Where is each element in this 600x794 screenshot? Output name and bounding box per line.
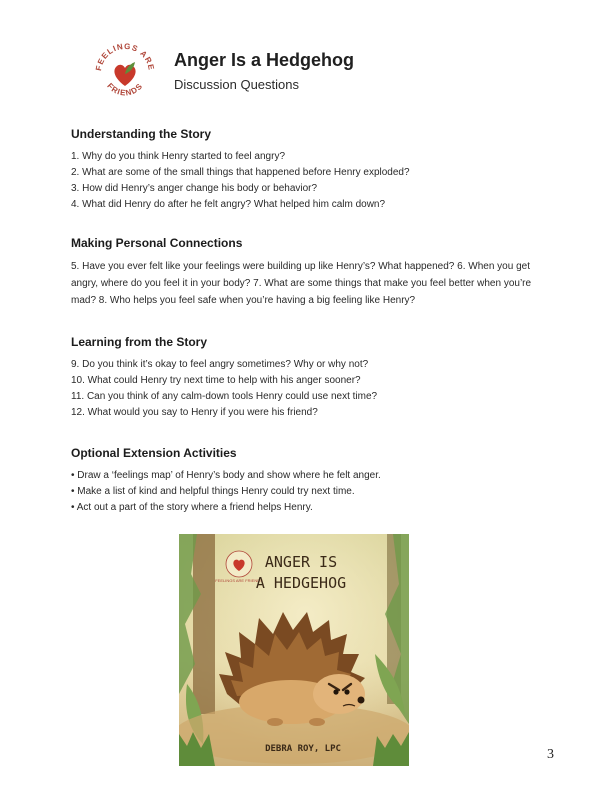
question-item: 11. Can you think of any calm-down tools Henry could use next time? [71, 391, 378, 402]
question-list [71, 149, 541, 213]
page-number: 3 [547, 747, 554, 762]
page-subtitle: Discussion Questions [174, 77, 299, 92]
section-heading: Making Personal Connections [71, 236, 243, 250]
logo-text-top: FEELINGS ARE [94, 41, 156, 72]
activity-item: • Draw a ‘feelings map’ of Henry’s body and show where he felt anger. [71, 470, 381, 481]
hedgehog-foot [309, 718, 325, 726]
hedgehog-eye [333, 689, 338, 694]
cover-title-line2: A HEDGEHOG [255, 574, 347, 592]
tree-trunk [193, 534, 215, 714]
section-optional-extension-activities [71, 446, 541, 516]
hedgehog-face [313, 674, 365, 714]
hedgehog-eye [344, 689, 349, 694]
section-heading: Optional Extension Activities [71, 446, 237, 460]
section-understanding-the-story [71, 127, 541, 213]
question-list [71, 357, 541, 421]
question-item: 10. What could Henry try next time to help with his anger sooner? [71, 375, 361, 386]
hedgehog-foot [267, 718, 283, 726]
section-making-personal-connections [71, 236, 541, 309]
feelings-are-friends-logo [92, 40, 158, 106]
page-title: Anger Is a Hedgehog [174, 50, 355, 70]
question-item: 12. What would you say to Henry if you were his friend? [71, 407, 318, 418]
question-item: 2. What are some of the small things that happened before Henry exploded? [71, 167, 410, 178]
svg-text:FEELINGS ARE [94, 42, 156, 72]
question-item: 1. Why do you think Henry started to feel angry? [71, 151, 285, 162]
activity-item: • Make a list of kind and helpful things Henry could try next time. [71, 486, 355, 497]
logo-text-bottom: FRIENDS [105, 81, 145, 98]
question-item: 9. Do you think it’s okay to feel angry sometimes? Why or why not? [71, 359, 369, 370]
section-heading: Learning from the Story [71, 335, 208, 349]
book-cover-image [179, 534, 409, 766]
activity-item: • Act out a part of the story where a friend helps Henry. [71, 502, 313, 513]
cover-title-line1: ANGER IS [264, 553, 338, 571]
activity-list [71, 468, 541, 516]
section-heading: Understanding the Story [71, 127, 212, 141]
question-item: 4. What did Henry do after he felt angry? What helped him calm down? [71, 199, 386, 210]
question-item: 3. How did Henry’s anger change his body or behavior? [71, 183, 318, 194]
cover-author: DEBRA ROY, LPC [265, 744, 341, 754]
cover-logo-text: FEELINGS ARE FRIENDS [215, 578, 263, 583]
hedgehog-nose [358, 697, 365, 704]
section-learning-from-the-story [71, 335, 541, 421]
question-paragraph: 5. Have you ever felt like your feelings were building up like Henry’s? What happened? 6. When you get angry, where do you feel it in your body? 7. What are some things that make you feel better when you’re mad? 8. Who helps you feel safe when you’re having a big feeling like Henry? [71, 261, 532, 306]
